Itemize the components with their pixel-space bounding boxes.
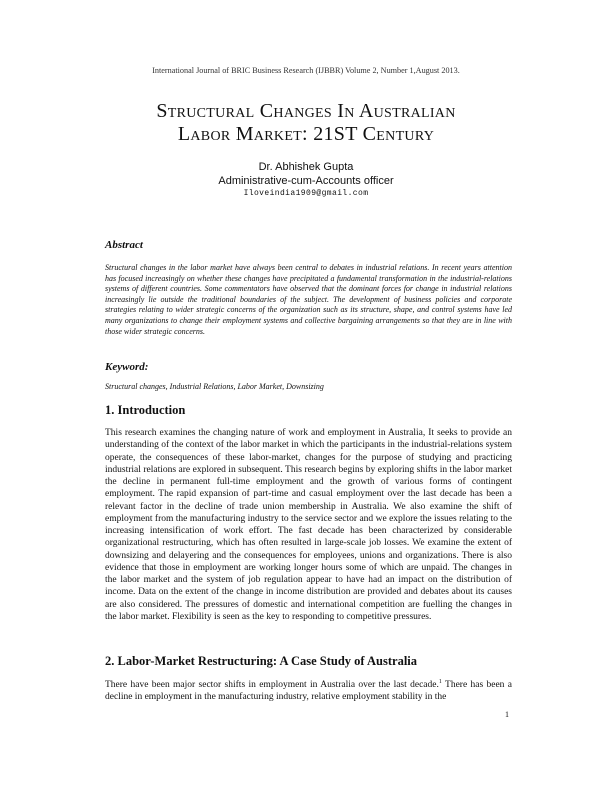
section-introduction-heading: 1. Introduction bbox=[105, 403, 186, 417]
footnote-ref: 1 bbox=[438, 678, 442, 685]
author-email: Iloveindia1909@gmail.com bbox=[243, 189, 369, 198]
restructuring-text-end: There has been a decline in employment in the manufacturing industry, relative employment stability in the bbox=[105, 680, 512, 703]
page-number: 1 bbox=[505, 710, 509, 719]
paper-title bbox=[0, 100, 612, 146]
paper-title-line-2: Labor Market: 21ST Century bbox=[177, 123, 435, 145]
restructuring-text-start: There have been major sector shifts in employment in Australia over the last decade. bbox=[105, 680, 439, 690]
author-role: Administrative-cum-Accounts officer bbox=[218, 175, 394, 187]
section-introduction-text: This research examines the changing nature of work and employment in Australia, It seeks to provide an understanding of the context of the labor market in which the participants in the industrial-relations system operate, the consequences of these labor-market, changes for the purpose of studying and practicing industrial relations are explored in subsequent. This research begins by exploring shifts in the labor market the decline in permanent full-time employment and the growth of various forms of contingent employment. The rapid expansion of part-time and casual employment over the last decade has been a relevant factor in the decline of trade union membership in Australia. We also examine the shift of employment from the manufacturing industry to the service sector and we explore the issues relating to the increasing intensification of work effort. The fast decade has been characterized by considerable organizational restructuring, which has often resulted in large-scale job losses. We examine the extent of downsizing and delayering and the consequences for employees, unions and organizations. There is also evidence that those in employment are working longer hours some of which are unpaid. The changes in the labor market and the system of job regulation appear to have had an impact on the distribution of income. Data on the extent of the change in income distribution are provided and debates about its causes are also considered. The pressures of domestic and international competition are fuelling the changes in the labor market. Flexibility is seen as the key to responding to competitive pressures. bbox=[105, 428, 512, 622]
abstract-heading: Abstract bbox=[105, 239, 143, 251]
abstract-text: Structural changes in the labor market have always been central to debates in industrial relations. In recent years attention has focused increasingly on whether these changes have precipitated a fundamental transformation in the industrial-relations systems of different countries. Some commentators have observed that the dominant forces for change in industrial relations increasingly lie outside the traditional boundaries of the subject. The development of business policies and corporate strategies relating to wider strategic concerns of the organization such as its structure, shape, and control systems have led many organizations to change their employment systems and collective bargaining arrangements so that they are in line with those wider strategic concerns. bbox=[105, 263, 512, 336]
keyword-text: Structural changes, Industrial Relations, Labor Market, Downsizing bbox=[105, 382, 324, 391]
paper-title-line-1: Structural Changes In Australian bbox=[156, 100, 456, 122]
section-restructuring-text bbox=[105, 679, 512, 704]
author-name: Dr. Abhishek Gupta bbox=[258, 161, 354, 173]
keyword-heading: Keyword: bbox=[105, 361, 149, 373]
journal-running-header: International Journal of BRIC Business Research (IJBBR) Volume 2, Number 1,August 2013. bbox=[152, 66, 460, 75]
author-block bbox=[0, 160, 612, 200]
section-restructuring-heading: 2. Labor-Market Restructuring: A Case Study of Australia bbox=[105, 654, 418, 668]
